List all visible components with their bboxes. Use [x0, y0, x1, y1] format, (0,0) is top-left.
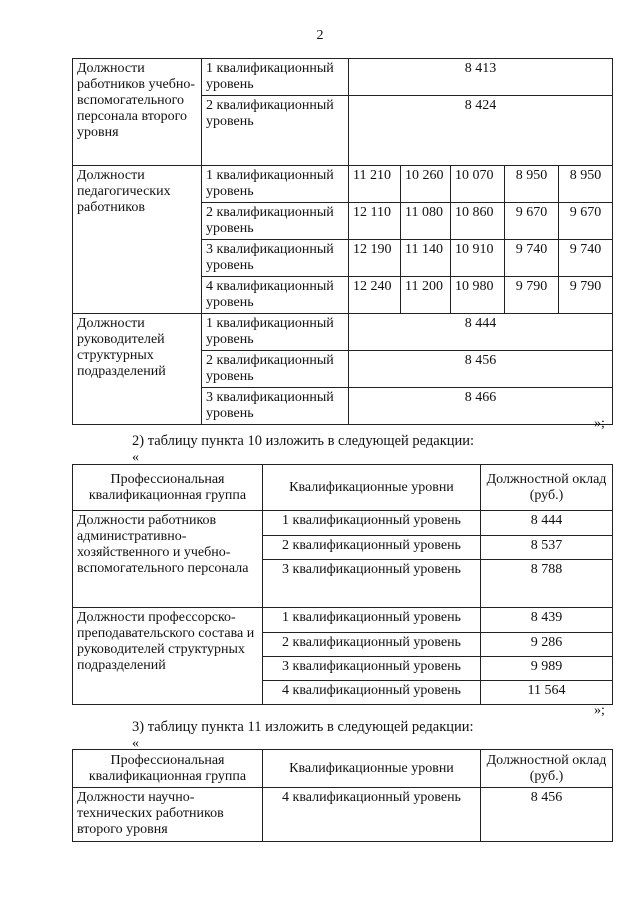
- group-name-cell: Должности профессорско-преподавательского состава и руководителей структурных подразделений: [73, 608, 263, 705]
- level-cell: 3 квалификационный уровень: [263, 560, 481, 608]
- salary-cell: 8 456: [349, 351, 613, 388]
- level-cell: 1 квалификационный уровень: [202, 314, 349, 351]
- salary-table-1: [72, 58, 613, 425]
- level-cell: 1 квалификационный уровень: [263, 608, 481, 633]
- salary-cell: 11 564: [481, 681, 613, 705]
- level-cell: 2 квалификационный уровень: [202, 203, 349, 240]
- level-cell: 2 квалификационный уровень: [202, 351, 349, 388]
- salary-cell: 8 950: [505, 166, 559, 203]
- salary-cell: 8 444: [481, 511, 613, 536]
- salary-cell: 9 286: [481, 633, 613, 657]
- salary-cell: 8 950: [559, 166, 613, 203]
- level-cell: 1 квалификационный уровень: [263, 511, 481, 536]
- page-number: 2: [316, 28, 324, 43]
- salary-cell: 8 788: [481, 560, 613, 608]
- salary-cell: 9 740: [505, 240, 559, 277]
- header-levels: Квалификационные уровни: [263, 465, 481, 511]
- salary-cell: 8 456: [481, 788, 613, 842]
- level-cell: 3 квалификационный уровень: [202, 388, 349, 425]
- salary-cell: 11 210: [349, 166, 401, 203]
- salary-cell: 10 980: [451, 277, 505, 314]
- salary-cell: 9 989: [481, 657, 613, 681]
- level-cell: 4 квалификационный уровень: [202, 277, 349, 314]
- header-salary: Должностной оклад (руб.): [481, 750, 613, 788]
- closing-quote-1: »;: [594, 416, 605, 431]
- salary-cell: 8 444: [349, 314, 613, 351]
- group-name-cell: Должности руководителей структурных подразделений: [73, 314, 202, 425]
- opening-quote-2: «: [132, 450, 139, 465]
- salary-cell: 10 070: [451, 166, 505, 203]
- closing-quote-2: »;: [594, 703, 605, 718]
- level-cell: 4 квалификационный уровень: [263, 788, 481, 842]
- group-name-cell: Должности педагогических работников: [73, 166, 202, 314]
- salary-cell: 8 413: [349, 59, 613, 96]
- salary-cell: 12 110: [349, 203, 401, 240]
- header-group: Профессиональная квалификационная группа: [73, 465, 263, 511]
- salary-cell: 9 790: [559, 277, 613, 314]
- salary-cell: 10 910: [451, 240, 505, 277]
- level-cell: 3 квалификационный уровень: [263, 657, 481, 681]
- salary-cell: 11 140: [401, 240, 451, 277]
- salary-table-3: [72, 749, 613, 842]
- group-name-cell: Должности работников административно-хозяйственного и учебно-вспомогательного персонала: [73, 511, 263, 608]
- salary-cell: 8 466: [349, 388, 613, 425]
- salary-cell: 9 740: [559, 240, 613, 277]
- level-cell: 1 квалификационный уровень: [202, 59, 349, 96]
- header-levels: Квалификационные уровни: [263, 750, 481, 788]
- salary-table-2: [72, 464, 613, 705]
- salary-cell: 8 439: [481, 608, 613, 633]
- level-cell: 2 квалификационный уровень: [202, 96, 349, 166]
- salary-cell: 9 670: [559, 203, 613, 240]
- salary-cell: 8 424: [349, 96, 613, 166]
- header-salary: Должностной оклад (руб.): [481, 465, 613, 511]
- salary-cell: 10 860: [451, 203, 505, 240]
- level-cell: 1 квалификационный уровень: [202, 166, 349, 203]
- salary-cell: 9 670: [505, 203, 559, 240]
- group-name-cell: Должности научно-технических работников второго уровня: [73, 788, 263, 842]
- salary-cell: 11 200: [401, 277, 451, 314]
- level-cell: 3 квалификационный уровень: [202, 240, 349, 277]
- salary-cell: 8 537: [481, 536, 613, 560]
- level-cell: 2 квалификационный уровень: [263, 633, 481, 657]
- salary-cell: 10 260: [401, 166, 451, 203]
- paragraph-2: 2) таблицу пункта 10 изложить в следующей редакции:: [132, 433, 475, 449]
- level-cell: 4 квалификационный уровень: [263, 681, 481, 705]
- paragraph-3: 3) таблицу пункта 11 изложить в следующей редакции:: [132, 719, 474, 735]
- salary-cell: 12 190: [349, 240, 401, 277]
- salary-cell: 12 240: [349, 277, 401, 314]
- opening-quote-3: «: [132, 736, 139, 751]
- header-group: Профессиональная квалификационная группа: [73, 750, 263, 788]
- salary-cell: 9 790: [505, 277, 559, 314]
- group-name-cell: Должности работников учебно-вспомогательного персонала второго уровня: [73, 59, 202, 166]
- level-cell: 2 квалификационный уровень: [263, 536, 481, 560]
- salary-cell: 11 080: [401, 203, 451, 240]
